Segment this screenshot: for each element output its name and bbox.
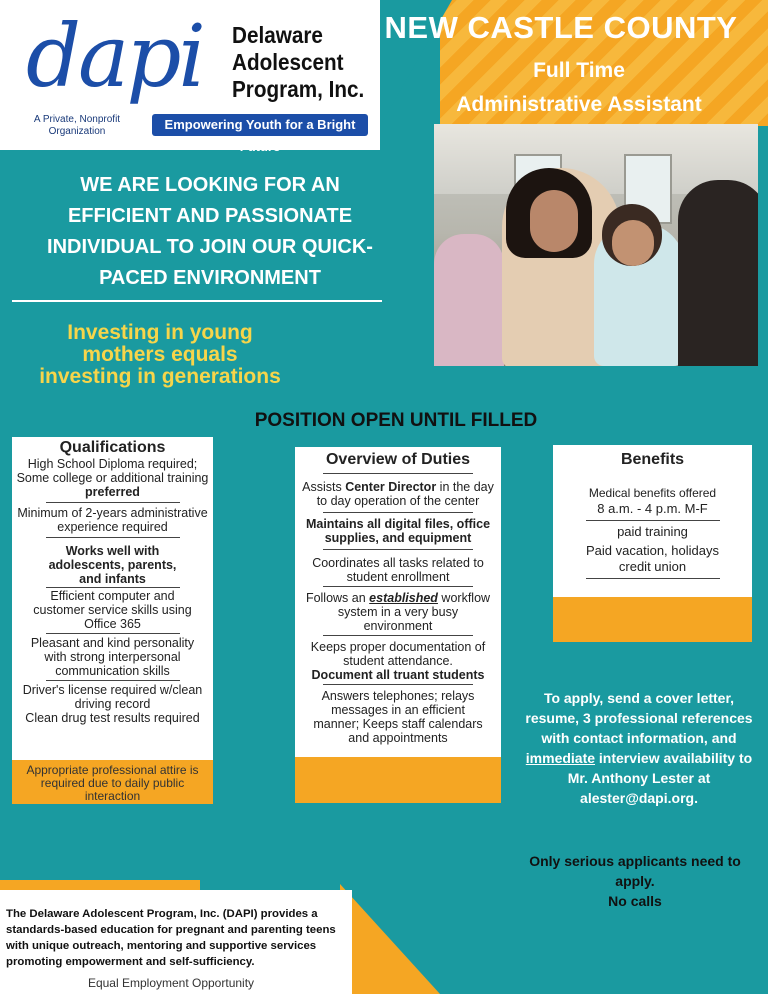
county-title: NEW CASTLE COUNTY [384,10,738,45]
duty-item: Maintains all digital files, office supplies, and equipment [305,517,491,545]
benefit-item: credit union [618,559,687,574]
org-subtitle-line: Organization [48,126,106,137]
serious-line: Only serious applicants need to apply. [529,853,741,889]
divider [46,633,180,634]
benefit-item: paid training [617,524,688,539]
logo-area [0,0,380,154]
equal-opportunity-statement: Equal Employment Opportunity [87,976,255,990]
divider [586,578,720,579]
slogan-line: Investing in young [67,321,253,344]
headline-line: EFFICIENT AND PASSIONATE [67,205,353,227]
duty-item [298,480,498,508]
qualification-item: Efficient computer and customer service skills using Office 365 [33,589,192,631]
apply-instructions [520,688,758,808]
photo-person-left [434,234,504,366]
duties-title: Overview of Duties [325,451,471,468]
serious-line: No calls [608,893,662,909]
divider [46,537,180,538]
photo-child-face [612,220,654,266]
duty-text: Follows an [305,591,370,605]
divider [323,549,473,550]
qualification-item: Minimum of 2-years administrative experience required [17,506,208,534]
duty-item: Answers telephones; relays messages in an efficient manner; Keeps staff calendars and appointments [313,689,483,745]
duty-text: Assists [302,480,346,494]
photo-person-right [678,180,758,366]
serious-applicants-note [512,851,758,911]
qualification-item-emphasis: preferred [85,485,140,499]
org-name-line: Adolescent [232,49,344,75]
footer-box [0,890,352,994]
headline [14,170,406,294]
qualifications-card [12,437,213,804]
divider [323,512,473,513]
photo-mother-face [530,190,578,252]
qualification-item: Driver's license required w/clean driving record [22,683,203,711]
slogan-line: mothers equals [82,343,238,366]
duties-card [295,447,501,803]
position-title-line: Administrative Assistant [456,93,702,116]
org-name-line: Delaware [232,22,323,48]
apply-text: To apply, send a cover letter, resume, 3 professional references with contact information, and [525,690,753,746]
position-title-line: Full Time [533,59,625,82]
qualification-item: Pleasant and kind personality with strong interpersonal communication skills [30,636,195,678]
footer-orange-triangle [340,884,440,994]
qualification-item: High School Diploma required; Some college or additional training [16,457,209,485]
duty-text-bold: Center Director [345,480,437,494]
footer-orange-bar [0,880,200,890]
duty-item: Keeps proper documentation of student attendance. [310,640,486,668]
headline-line: WE ARE LOOKING FOR AN [80,174,340,196]
apply-text-underlined: immediate [525,750,596,766]
position-open-banner: POSITION OPEN UNTIL FILLED [254,410,538,431]
benefits-card [553,445,752,642]
qualifications-attire-note: Appropriate professional attire is required due to daily public interaction [12,760,213,804]
duty-text: workflow system in a very busy environment [337,591,491,633]
slogan-line: investing in generations [39,365,281,388]
benefits-title: Benefits [620,451,685,468]
benefit-item: Paid vacation, holidays [586,543,719,558]
benefits-orange-band [553,597,752,642]
mother-child-photo [434,124,758,366]
spacer [553,469,752,485]
divider [46,680,180,681]
divider [46,587,180,588]
duty-item: Document all truant students [311,668,485,682]
dapi-logo-mark: dapi [26,7,203,107]
divider [323,586,473,587]
divider [46,502,180,503]
org-subtitle-line: A Private, Nonprofit [33,114,121,125]
qualifications-title: Qualifications [59,439,166,456]
divider [586,520,720,521]
duty-item [303,591,493,633]
org-subtitle [28,114,126,138]
org-name-line: Program, Inc. [232,76,365,102]
divider [323,635,473,636]
duty-text-emphasis: established [369,591,438,605]
headline-line: INDIVIDUAL TO JOIN OUR QUICK- [47,236,373,258]
headline-line: PACED ENVIRONMENT [99,267,321,289]
org-description: The Delaware Adolescent Program, Inc. (DAPI) provides a standards-based education for pregnant and parenting teens with unique outreach, mentoring and supportive services promoting empowerment and self-sufficiency. [6,908,336,968]
duty-item: Coordinates all tasks related to student enrollment [312,556,484,584]
investing-slogan [14,322,306,388]
duties-orange-band [295,757,501,803]
qualification-item: Works well with adolescents, parents, and infants [48,544,177,586]
headline-divider [12,300,382,302]
apply-text: interview availability to Mr. Anthony Lester at alester@dapi.org. [567,750,753,806]
divider [323,473,473,474]
org-tagline: Empowering Youth for a Bright Future [152,114,368,136]
benefit-item: 8 a.m. - 4 p.m. M-F [597,501,708,516]
duty-text: in the day to day operation of the center [316,480,494,508]
org-name [232,22,364,103]
qualification-item: Clean drug test results required [25,711,200,725]
benefit-item: Medical benefits offered [588,486,717,500]
divider [323,684,473,685]
